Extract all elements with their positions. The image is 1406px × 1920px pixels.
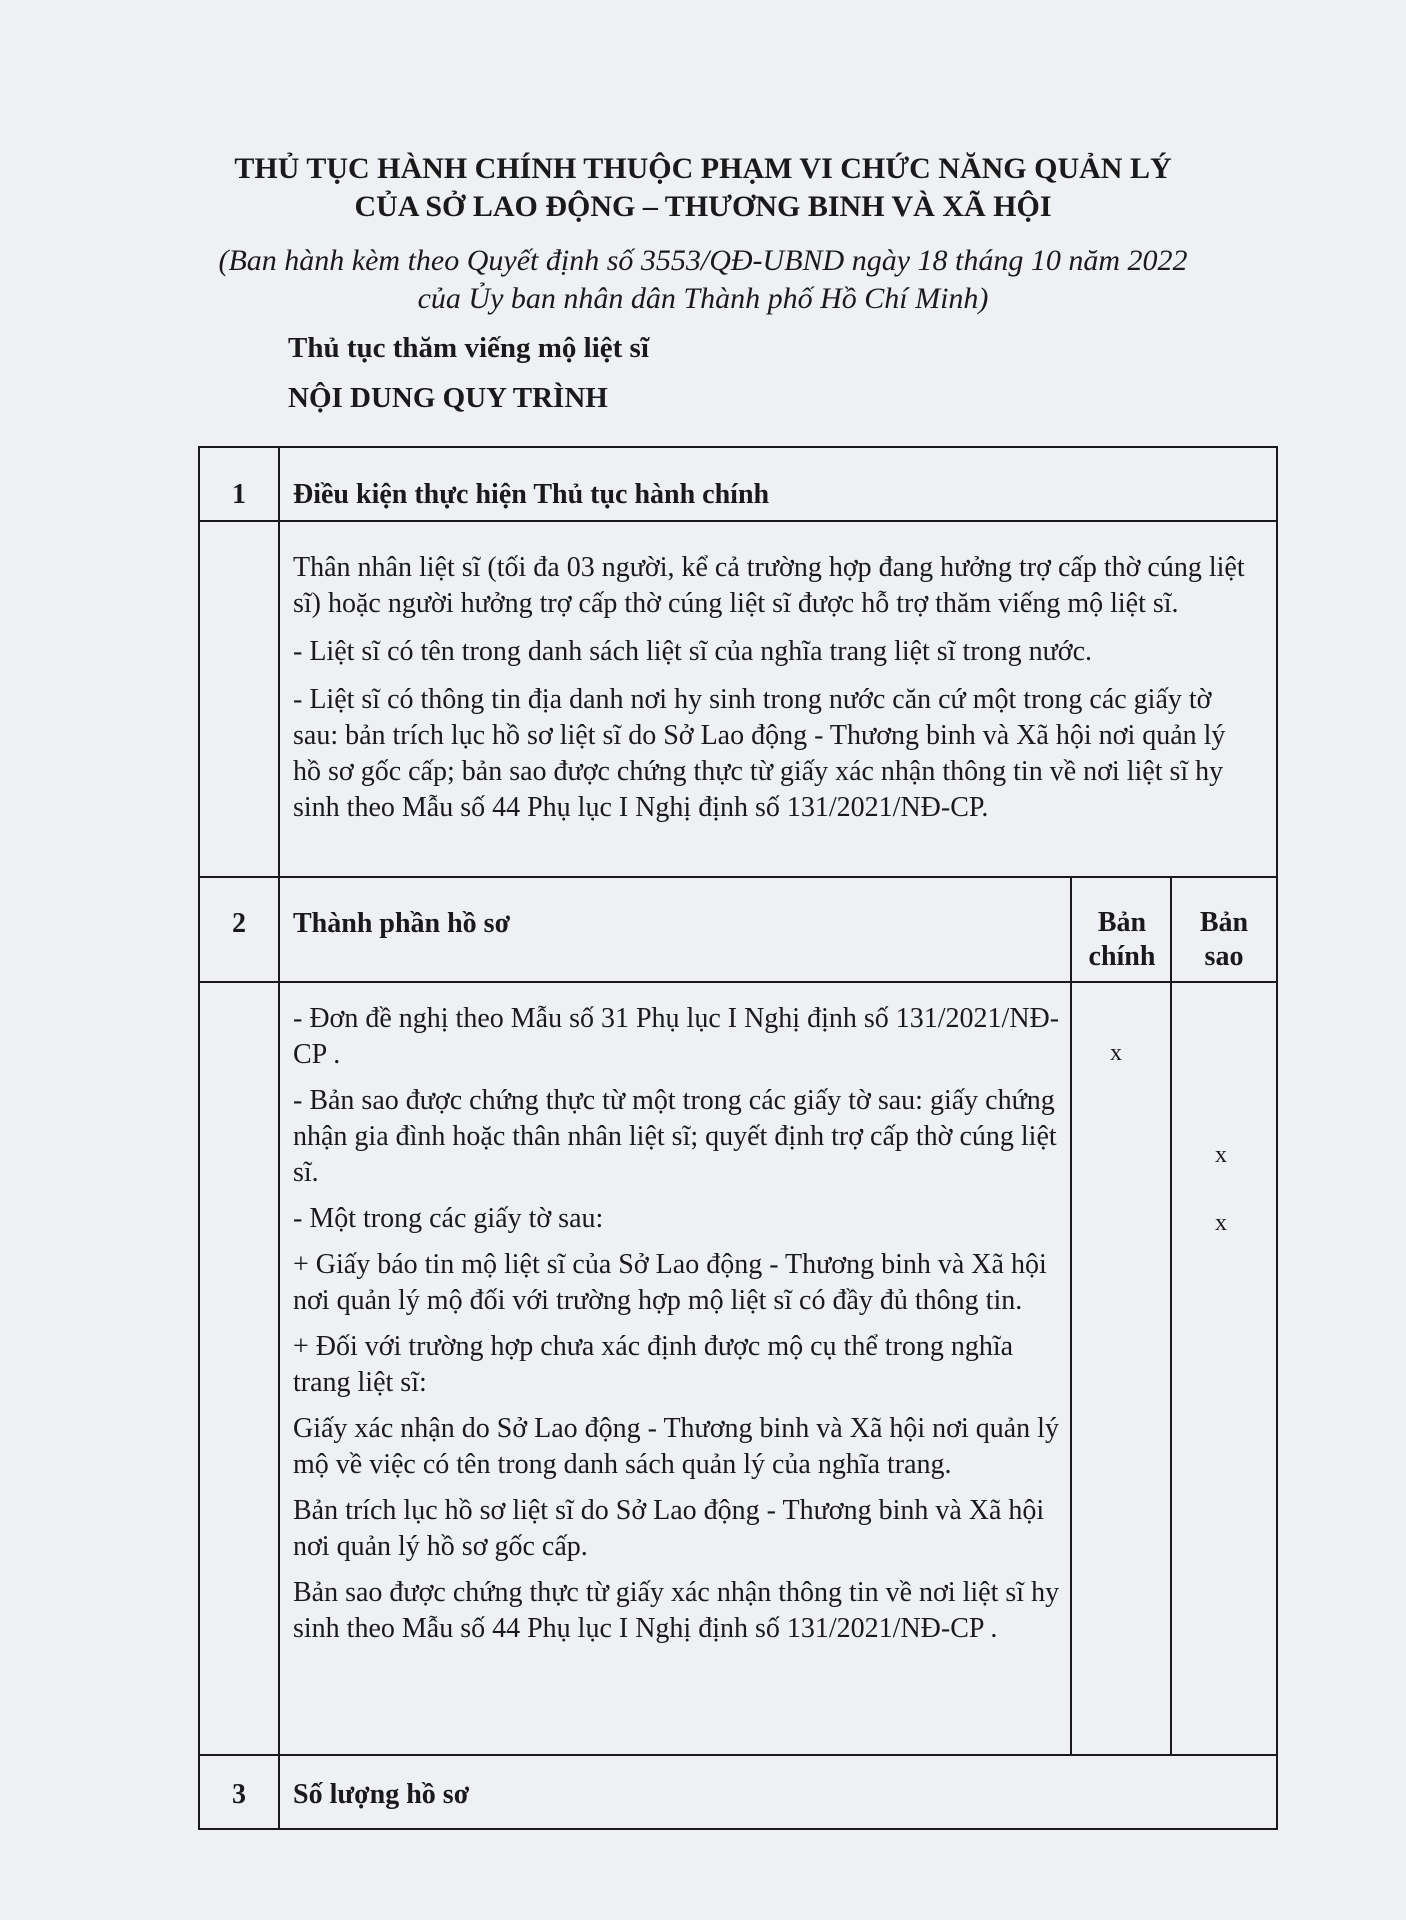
document-item: - Bản sao được chứng thực từ một trong các giấy tờ sau: giấy chứng nhận gia đình hoặc thân nhân liệt sĩ; quyết định trợ cấp thờ cúng liệt sĩ. [293,1085,1057,1188]
row3-number: 3 [232,1779,246,1810]
table-divider-row2 [198,876,1278,878]
original-mark: x [1110,1040,1122,1066]
document-item: + Giấy báo tin mộ liệt sĩ của Sở Lao động - Thương binh và Xã hội nơi quản lý mộ đối với trường hợp mộ liệt sĩ có đầy đủ thông tin. [293,1249,1047,1316]
table-border-bottom [198,1828,1278,1830]
procedure-name: Thủ tục thăm viếng mộ liệt sĩ [288,332,649,364]
copy-mark: x [1215,1210,1227,1236]
document-title-line1: THỦ TỤC HÀNH CHÍNH THUỘC PHẠM VI CHỨC NĂNG QUẢN LÝ [234,152,1172,185]
document-item: Bản sao được chứng thực từ giấy xác nhận thông tin về nơi liệt sĩ hy sinh theo Mẫu số 44 Phụ lục I Nghị định số 131/2021/NĐ-CP . [293,1577,1060,1644]
table-border-top [198,446,1278,448]
row1-paragraph: Thân nhân liệt sĩ (tối đa 03 người, kể cả trường hợp đang hưởng trợ cấp thờ cúng liệt sĩ) hoặc người hưởng trợ cấp thờ cúng liệt sĩ được hỗ trợ thăm viếng mộ liệt sĩ. [293,552,1245,619]
row1-paragraph: - Liệt sĩ có thông tin địa danh nơi hy sinh trong nước căn cứ một trong các giấy tờ sau: bản trích lục hồ sơ liệt sĩ do Sở Lao động - Thương binh và Xã hội nơi quản lý hồ sơ gốc cấp; bản sao được chứng thực từ giấy xác nhận thông tin về nơi liệt sĩ hy sinh theo Mẫu số 44 Phụ lục I Nghị định số 131/2021/NĐ-CP. [293,684,1226,823]
document-title-line2: CỦA SỞ LAO ĐỘNG – THƯƠNG BINH VÀ XÃ HỘI [354,190,1052,223]
table-divider-row2-head [198,981,1278,983]
row1-number: 1 [232,479,246,510]
document-item: Giấy xác nhận do Sở Lao động - Thương binh và Xã hội nơi quản lý mộ về việc có tên trong danh sách quản lý của nghĩa trang. [293,1413,1059,1480]
row1-content [293,550,1253,832]
document-item: + Đối với trường hợp chưa xác định được mộ cụ thể trong nghĩa trang liệt sĩ: [293,1331,1014,1398]
table-border-right [1276,446,1278,1830]
document-item: - Đơn đề nghị theo Mẫu số 31 Phụ lục I Nghị định số 131/2021/NĐ-CP . [293,1003,1060,1070]
document-subtitle-line1: (Ban hành kèm theo Quyết định số 3553/QĐ-UBND ngày 18 tháng 10 năm 2022 [218,244,1188,277]
table-divider-row3 [198,1754,1278,1756]
table-divider-copy [1170,876,1172,1755]
row1-title: Điều kiện thực hiện Thủ tục hành chính [293,479,770,510]
table-divider-row1-head [198,520,1278,522]
row3-title: Số lượng hồ sơ [293,1779,470,1810]
row2-title: Thành phần hồ sơ [293,908,511,939]
row1-paragraph: - Liệt sĩ có tên trong danh sách liệt sĩ của nghĩa trang liệt sĩ trong nước. [293,636,1092,667]
table-border-left [198,446,200,1830]
column-header-copy: Bản sao [1199,907,1249,972]
copy-mark: x [1215,1142,1227,1168]
table-divider-original [1070,876,1072,1755]
document-item: Bản trích lục hồ sơ liệt sĩ do Sở Lao động - Thương binh và Xã hội nơi quản lý hồ sơ gốc cấp. [293,1495,1045,1562]
content-heading: NỘI DUNG QUY TRÌNH [288,382,608,414]
table-divider-num [278,446,280,1830]
document-item: - Một trong các giấy tờ sau: [293,1203,604,1234]
row2-content [293,1001,1063,1653]
document-subtitle-line2: của Ủy ban nhân dân Thành phố Hồ Chí Minh) [417,282,989,315]
row2-number: 2 [232,908,246,939]
column-header-original: Bản chính [1088,907,1156,972]
